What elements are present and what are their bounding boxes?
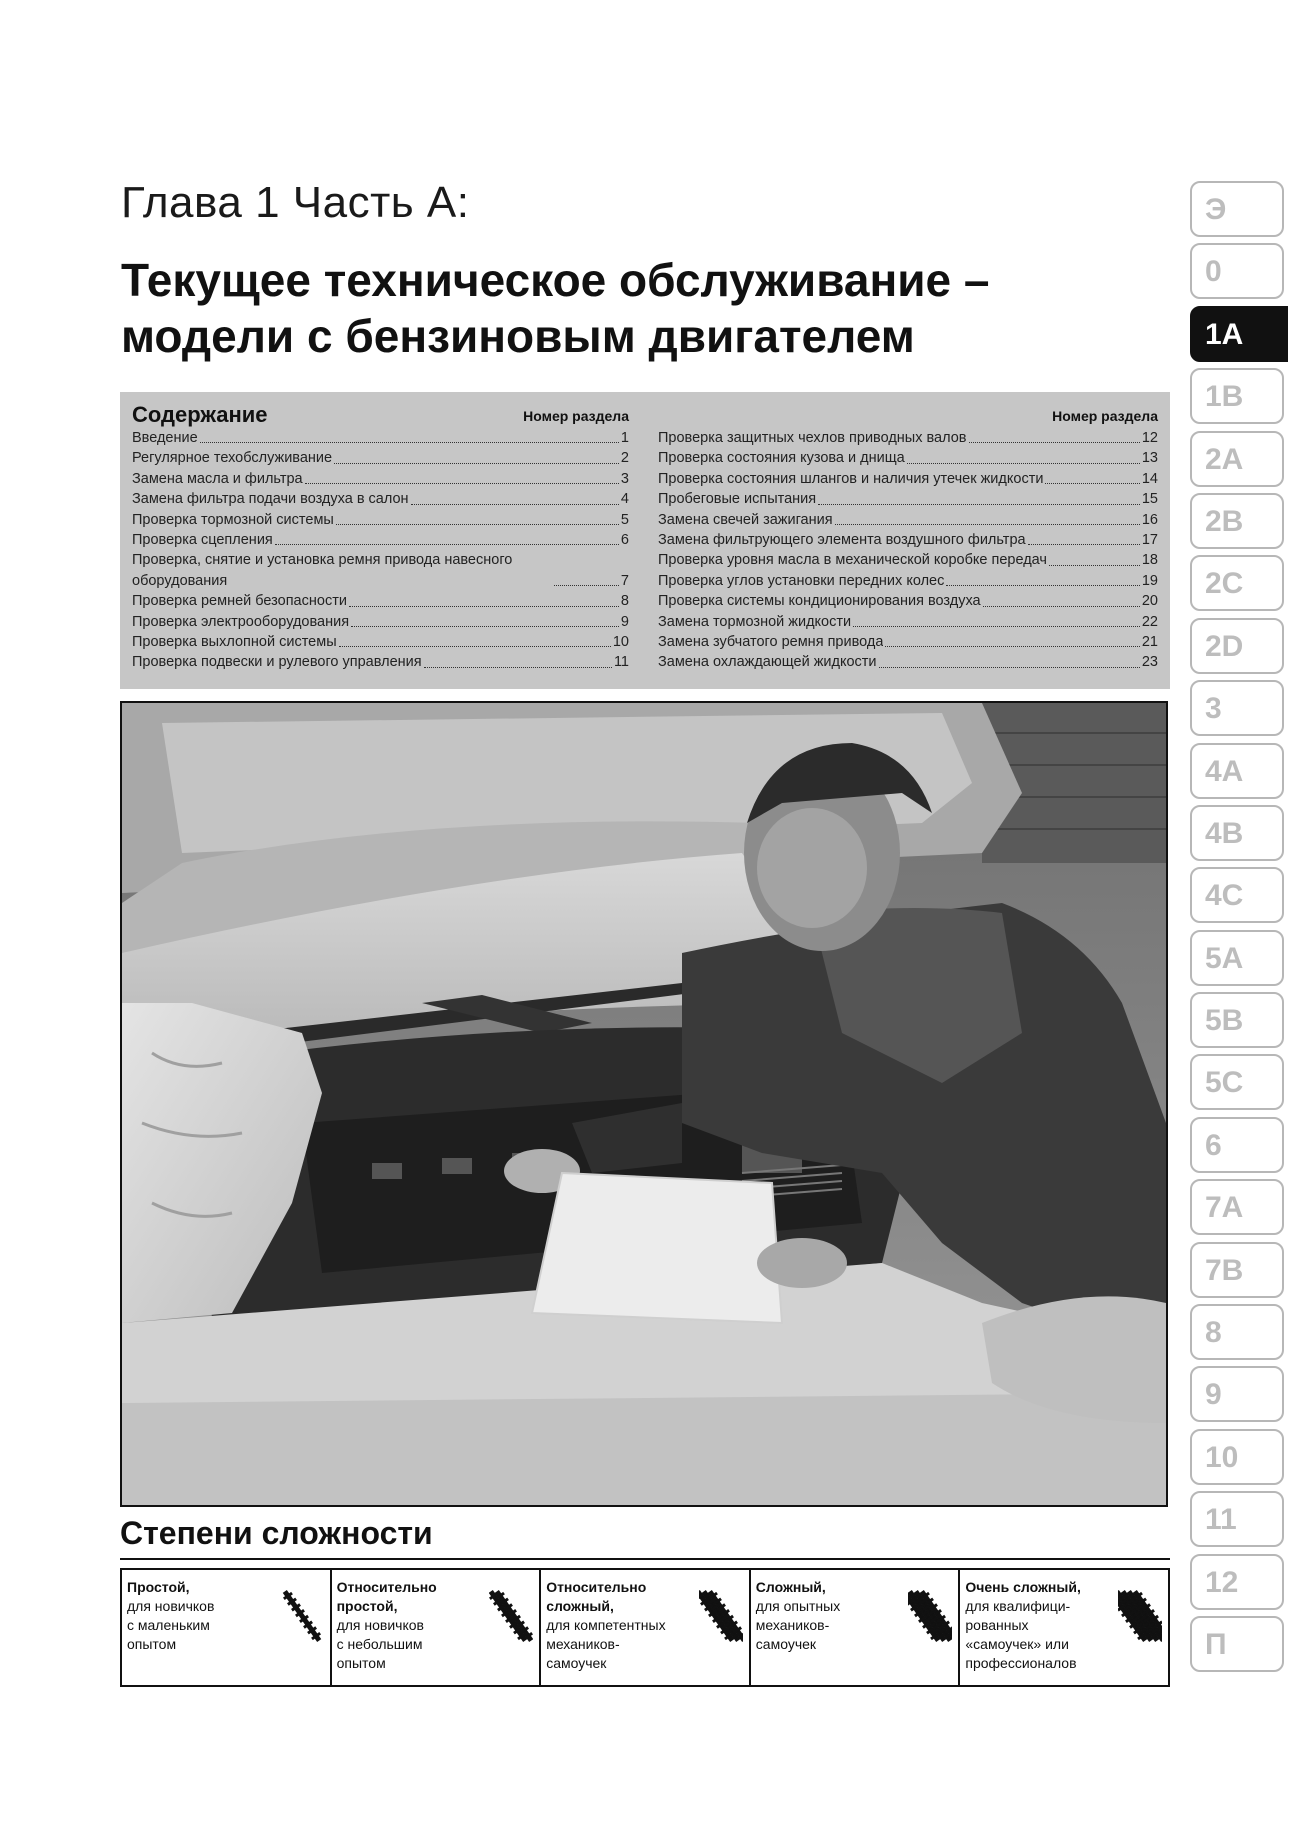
difficulty-description [965, 1578, 1115, 1673]
toc-entry-number: 7 [620, 572, 629, 589]
difficulty-level-1 [122, 1570, 330, 1685]
tab-label: 1A [1205, 317, 1244, 351]
toc-entry-title: Проверка выхлопной системы [132, 634, 337, 651]
toc-entry [658, 530, 1158, 550]
difficulty-description [756, 1578, 906, 1654]
tab-8[interactable] [1190, 1304, 1284, 1360]
tab-5c[interactable] [1190, 1054, 1284, 1110]
spanner-rating-icon [280, 1578, 324, 1654]
spanner-rating-icon [908, 1578, 952, 1654]
toc-entry-title: Замена фильтрующего элемента воздушного фильтра [658, 532, 1026, 549]
toc-column-right [658, 402, 1158, 673]
tab-э[interactable] [1190, 181, 1284, 237]
tab-label: 3 [1205, 692, 1222, 726]
tab-label: 2D [1205, 629, 1244, 663]
toc-entry-number: 6 [620, 532, 629, 549]
toc-entry-title: Пробеговые испытания [658, 491, 817, 508]
toc-entry-title: Проверка уровня масла в механической коробке передач [658, 552, 1047, 569]
toc-entry [658, 489, 1158, 509]
difficulty-name: Относительно [546, 1579, 647, 1595]
tab-2d[interactable] [1190, 618, 1284, 674]
difficulty-level-5 [958, 1570, 1168, 1685]
toc-entry [132, 612, 629, 632]
toc-entry [658, 612, 1158, 632]
tab-7a[interactable] [1190, 1179, 1284, 1235]
toc-entry [658, 652, 1158, 672]
spanner-icon [280, 1589, 323, 1644]
difficulty-audience: для новичков [336, 1617, 424, 1633]
tab-label: 8 [1205, 1316, 1222, 1350]
toc-entry [658, 469, 1158, 489]
tab-3[interactable] [1190, 680, 1284, 736]
spanner-icon [493, 1589, 533, 1644]
difficulty-level-2 [330, 1570, 540, 1685]
toc-entry-title: Замена тормозной жидкости [658, 613, 852, 630]
difficulty-audience: самоучек [546, 1655, 607, 1671]
title-line-2: модели с бензиновым двигателем [121, 310, 915, 362]
tab-label: 12 [1205, 1565, 1239, 1599]
difficulty-name: Сложный, [755, 1579, 826, 1595]
spanner-rating-icon [489, 1578, 533, 1654]
toc-entry-number: 22 [1141, 613, 1158, 630]
tab-label: 7A [1205, 1191, 1244, 1225]
toc-column-left [132, 402, 629, 673]
toc-entry-title: Замена охлаждающей жидкости [658, 654, 877, 671]
tab-6[interactable] [1190, 1117, 1284, 1173]
tab-label: 5B [1205, 1004, 1244, 1038]
difficulty-audience: механиков- [755, 1617, 830, 1633]
tab-11[interactable] [1190, 1491, 1284, 1547]
tab-5b[interactable] [1190, 992, 1284, 1048]
difficulty-audience: опытом [127, 1636, 177, 1652]
difficulty-name: сложный, [546, 1598, 614, 1614]
toc-entry [658, 571, 1158, 591]
toc-entry-number: 10 [612, 634, 629, 651]
tab-label: 5C [1205, 1066, 1244, 1100]
toc-leader-dots [351, 626, 619, 627]
difficulty-level-4 [749, 1570, 959, 1685]
toc-number-header: Номер раздела [523, 408, 629, 424]
tab-label: 11 [1205, 1503, 1237, 1537]
tab-10[interactable] [1190, 1429, 1284, 1485]
tab-2a[interactable] [1190, 431, 1284, 487]
difficulty-audience: для квалифици- [965, 1598, 1071, 1614]
toc-entry [658, 591, 1158, 611]
tab-12[interactable] [1190, 1554, 1284, 1610]
chapter-label: Глава 1 Часть А: [121, 178, 470, 227]
difficulty-rule [120, 1558, 1170, 1560]
toc-entry-number: 5 [620, 511, 629, 528]
difficulty-audience: с маленьким [127, 1617, 210, 1633]
title-line-1: Текущее техническое обслуживание – [121, 254, 990, 306]
toc-entry-title: Проверка защитных чехлов приводных валов [658, 430, 967, 446]
toc-entry-title: Замена фильтра подачи воздуха в салон [132, 491, 409, 508]
toc-entry [132, 550, 629, 591]
toc-leader-dots [818, 504, 1140, 505]
difficulty-description [546, 1578, 696, 1673]
toc-entry-number: 15 [1141, 491, 1158, 508]
tab-label: 9 [1205, 1378, 1222, 1412]
toc-entry [132, 510, 629, 530]
toc-leader-dots [200, 442, 619, 443]
spanner-rating-icon [699, 1578, 743, 1654]
toc-entry [132, 469, 629, 489]
toc-leader-dots [1049, 565, 1140, 566]
difficulty-levels [120, 1568, 1170, 1687]
tab-7b[interactable] [1190, 1242, 1284, 1298]
photo-illustration [122, 703, 1166, 1505]
spanner-rating-icon [1118, 1578, 1162, 1654]
toc-entry-title: Проверка состояния шлангов и наличия утечек жидкости [658, 470, 1044, 487]
difficulty-audience: рованных [965, 1617, 1029, 1633]
difficulty-audience: «самоучек» или [965, 1636, 1069, 1652]
difficulty-name: Простой, [127, 1579, 190, 1595]
toc-entry-title: Проверка ремней безопасности [132, 593, 347, 610]
toc-leader-dots [336, 524, 619, 525]
toc-entry-title: Замена свечей зажигания [658, 511, 833, 528]
difficulty-description [127, 1578, 277, 1654]
toc-entry-title: Замена масла и фильтра [132, 470, 303, 487]
mechanic-engine-bay-photo [120, 701, 1168, 1507]
toc-entry [132, 530, 629, 550]
toc-entry-title: Проверка состояния кузова и днища [658, 450, 905, 467]
difficulty-audience: механиков- [546, 1636, 620, 1652]
toc-leader-dots [1028, 544, 1140, 545]
difficulty-name: простой, [336, 1598, 398, 1614]
toc-entry-title: Проверка, снятие и установка ремня привода навесного оборудования [132, 552, 513, 589]
toc-entry-number: 16 [1141, 511, 1158, 528]
difficulty-audience: для компетентных [546, 1617, 666, 1633]
difficulty-audience: опытом [336, 1655, 386, 1671]
toc-heading: Содержание [132, 402, 268, 427]
toc-entry-title: Проверка углов установки передних колес [658, 572, 945, 589]
toc-entry-number: 1 [620, 430, 629, 446]
toc-leader-dots [275, 544, 619, 545]
tab-label: 0 [1205, 255, 1222, 289]
toc-entry-title: Введение [132, 430, 198, 446]
difficulty-description [337, 1578, 487, 1673]
tab-1b[interactable] [1190, 368, 1284, 424]
toc-entry [132, 591, 629, 611]
toc-leader-dots [885, 646, 1139, 647]
tab-label: 5A [1205, 941, 1244, 975]
difficulty-audience: для новичков [127, 1598, 215, 1614]
toc-leader-dots [1045, 483, 1139, 484]
tab-1a[interactable] [1190, 306, 1288, 362]
difficulty-name: Относительно [336, 1579, 437, 1595]
toc-entry-number: 3 [620, 470, 629, 487]
toc-entry-title: Проверка сцепления [132, 532, 273, 549]
toc-leader-dots [853, 626, 1140, 627]
toc-leader-dots [946, 585, 1140, 586]
tab-label: 4A [1205, 754, 1244, 788]
tab-label: 1B [1205, 380, 1244, 414]
tab-label: Э [1205, 193, 1227, 226]
tab-4b[interactable] [1190, 805, 1284, 861]
toc-entry-number: 4 [620, 491, 629, 508]
toc-entry-number: 23 [1141, 654, 1158, 671]
table-of-contents [120, 392, 1170, 689]
toc-entry-number: 9 [620, 613, 629, 630]
tab-label: 2C [1205, 567, 1244, 601]
toc-entry [658, 632, 1158, 652]
toc-entry-number: 13 [1141, 450, 1158, 467]
toc-number-header: Номер раздела [1052, 408, 1158, 424]
toc-entry-number: 19 [1141, 572, 1158, 589]
tab-п[interactable] [1190, 1616, 1284, 1672]
toc-entry [658, 510, 1158, 530]
page-title [121, 252, 1181, 364]
difficulty-name: Очень сложный, [965, 1579, 1081, 1595]
toc-leader-dots [349, 606, 619, 607]
difficulty-audience: профессионалов [965, 1655, 1077, 1671]
toc-leader-dots [424, 667, 612, 668]
toc-entry-title: Проверка системы кондиционирования воздуха [658, 593, 981, 610]
toc-entry [132, 428, 629, 448]
toc-entry-number: 12 [1141, 430, 1158, 446]
tab-label: 2A [1205, 442, 1244, 476]
tab-label: 10 [1205, 1440, 1239, 1474]
difficulty-audience: с небольшим [336, 1636, 423, 1652]
tab-label: 4B [1205, 816, 1244, 850]
difficulty-audience: самоучек [755, 1636, 817, 1652]
toc-entry-title: Проверка электрооборудования [132, 613, 350, 630]
toc-entry-number: 18 [1141, 552, 1158, 569]
toc-entry-title: Замена зубчатого ремня привода [658, 634, 884, 651]
toc-entry-number: 8 [620, 593, 629, 610]
toc-leader-dots [907, 463, 1140, 464]
toc-entry-number: 2 [620, 450, 629, 467]
tab-2c[interactable] [1190, 555, 1284, 611]
toc-leader-dots [411, 504, 619, 505]
toc-entry [132, 632, 629, 652]
toc-entry-number: 11 [613, 654, 629, 671]
toc-entry-number: 17 [1141, 532, 1158, 549]
tab-5a[interactable] [1190, 930, 1284, 986]
toc-entry-title: Проверка тормозной системы [132, 511, 334, 528]
toc-entry [658, 448, 1158, 468]
toc-entry [132, 448, 629, 468]
toc-leader-dots [835, 524, 1140, 525]
toc-entry-number: 21 [1141, 634, 1158, 651]
difficulty-heading: Степени сложности [120, 1515, 433, 1551]
tab-0[interactable] [1190, 243, 1284, 299]
toc-entry-number: 14 [1141, 470, 1158, 487]
toc-entry-number: 20 [1141, 593, 1158, 610]
toc-entry [132, 489, 629, 509]
tab-label: 4C [1205, 879, 1244, 913]
toc-entry [658, 428, 1158, 448]
tab-label: П [1205, 1627, 1227, 1661]
tab-2b[interactable] [1190, 493, 1284, 549]
toc-entry-title: Проверка подвески и рулевого управления [132, 654, 422, 671]
tab-label: 2B [1205, 504, 1244, 538]
tab-4c[interactable] [1190, 867, 1284, 923]
chapter-tabs [1190, 181, 1286, 1678]
toc-entry [132, 652, 629, 672]
toc-leader-dots [339, 646, 611, 647]
tab-9[interactable] [1190, 1366, 1284, 1422]
toc-leader-dots [305, 483, 619, 484]
toc-entry-title: Регулярное техобслуживание [132, 450, 333, 467]
toc-entry [658, 550, 1158, 570]
tab-label: 6 [1205, 1128, 1222, 1162]
toc-leader-dots [554, 585, 619, 586]
toc-leader-dots [969, 442, 1140, 443]
toc-leader-dots [983, 606, 1140, 607]
difficulty-audience: для опытных [755, 1598, 841, 1614]
toc-leader-dots [334, 463, 619, 464]
toc-leader-dots [879, 667, 1140, 668]
tab-label: 7B [1205, 1253, 1244, 1287]
difficulty-level-3 [539, 1570, 749, 1685]
tab-4a[interactable] [1190, 743, 1284, 799]
